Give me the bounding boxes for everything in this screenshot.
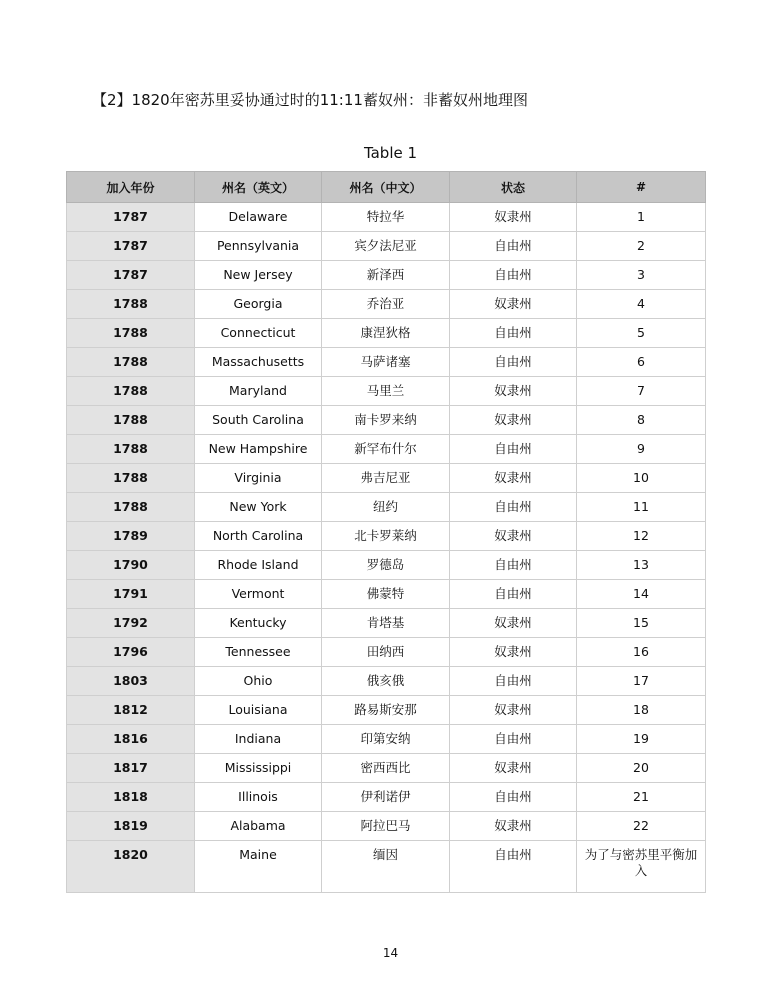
table-row [67, 348, 706, 377]
cell-number: 6 [577, 348, 706, 377]
cell-status: 奴隶州 [450, 522, 577, 551]
cell-english-name: Pennsylvania [195, 232, 322, 261]
table-row [67, 580, 706, 609]
cell-status: 奴隶州 [450, 203, 577, 232]
cell-chinese-name: 阿拉巴马 [322, 812, 450, 841]
table-row [67, 696, 706, 725]
cell-status: 自由州 [450, 261, 577, 290]
cell-number: 1 [577, 203, 706, 232]
cell-status: 奴隶州 [450, 290, 577, 319]
cell-year: 1790 [67, 551, 195, 580]
cell-number: 14 [577, 580, 706, 609]
cell-number: 12 [577, 522, 706, 551]
cell-number: 10 [577, 464, 706, 493]
cell-status: 自由州 [450, 232, 577, 261]
cell-chinese-name: 佛蒙特 [322, 580, 450, 609]
document-heading: 【2】1820年密苏里妥协通过时的11:11蓄奴州：非蓄奴州地理图 [92, 91, 528, 109]
cell-english-name: Maine [195, 841, 322, 893]
table-row [67, 522, 706, 551]
cell-chinese-name: 北卡罗莱纳 [322, 522, 450, 551]
header-english-name: 州名（英文） [195, 172, 322, 203]
cell-status: 奴隶州 [450, 754, 577, 783]
table-row [67, 638, 706, 667]
cell-chinese-name: 伊利诺伊 [322, 783, 450, 812]
cell-chinese-name: 南卡罗来纳 [322, 406, 450, 435]
cell-english-name: Connecticut [195, 319, 322, 348]
cell-english-name: Louisiana [195, 696, 322, 725]
cell-number: 3 [577, 261, 706, 290]
table-row [67, 783, 706, 812]
table-row [67, 406, 706, 435]
header-row [67, 172, 706, 203]
cell-status: 奴隶州 [450, 377, 577, 406]
header-status: 状态 [450, 172, 577, 203]
cell-status: 自由州 [450, 348, 577, 377]
cell-year: 1788 [67, 319, 195, 348]
cell-english-name: Ohio [195, 667, 322, 696]
table-row [67, 290, 706, 319]
table-header [67, 172, 706, 203]
states-table [66, 171, 706, 893]
cell-number: 16 [577, 638, 706, 667]
cell-year: 1819 [67, 812, 195, 841]
header-chinese-name: 州名（中文） [322, 172, 450, 203]
cell-english-name: Vermont [195, 580, 322, 609]
table-row [67, 667, 706, 696]
cell-year: 1788 [67, 377, 195, 406]
cell-chinese-name: 康涅狄格 [322, 319, 450, 348]
cell-status: 自由州 [450, 725, 577, 754]
cell-english-name: Massachusetts [195, 348, 322, 377]
cell-status: 自由州 [450, 841, 577, 893]
cell-year: 1791 [67, 580, 195, 609]
cell-year: 1789 [67, 522, 195, 551]
cell-chinese-name: 马萨诸塞 [322, 348, 450, 377]
cell-number: 7 [577, 377, 706, 406]
cell-english-name: North Carolina [195, 522, 322, 551]
cell-year: 1816 [67, 725, 195, 754]
cell-status: 奴隶州 [450, 406, 577, 435]
cell-status: 自由州 [450, 783, 577, 812]
cell-number: 20 [577, 754, 706, 783]
cell-english-name: Tennessee [195, 638, 322, 667]
cell-chinese-name: 路易斯安那 [322, 696, 450, 725]
cell-status: 自由州 [450, 667, 577, 696]
table-row [67, 812, 706, 841]
cell-number: 21 [577, 783, 706, 812]
cell-year: 1787 [67, 203, 195, 232]
cell-status: 自由州 [450, 319, 577, 348]
cell-chinese-name: 缅因 [322, 841, 450, 893]
cell-english-name: South Carolina [195, 406, 322, 435]
cell-english-name: Delaware [195, 203, 322, 232]
header-number: # [577, 172, 706, 203]
cell-number: 9 [577, 435, 706, 464]
cell-english-name: Alabama [195, 812, 322, 841]
table-row [67, 725, 706, 754]
cell-number: 17 [577, 667, 706, 696]
cell-english-name: Indiana [195, 725, 322, 754]
table-row [67, 464, 706, 493]
cell-year: 1812 [67, 696, 195, 725]
table-row [67, 841, 706, 893]
cell-year: 1817 [67, 754, 195, 783]
cell-status: 自由州 [450, 580, 577, 609]
cell-year: 1788 [67, 290, 195, 319]
cell-chinese-name: 田纳西 [322, 638, 450, 667]
cell-chinese-name: 罗德岛 [322, 551, 450, 580]
cell-number: 4 [577, 290, 706, 319]
cell-english-name: New Hampshire [195, 435, 322, 464]
cell-year: 1818 [67, 783, 195, 812]
cell-status: 奴隶州 [450, 609, 577, 638]
cell-chinese-name: 马里兰 [322, 377, 450, 406]
cell-chinese-name: 弗吉尼亚 [322, 464, 450, 493]
cell-status: 自由州 [450, 493, 577, 522]
table-row [67, 493, 706, 522]
table-row [67, 377, 706, 406]
cell-year: 1803 [67, 667, 195, 696]
cell-status: 自由州 [450, 551, 577, 580]
table-row [67, 435, 706, 464]
cell-year: 1796 [67, 638, 195, 667]
cell-chinese-name: 肯塔基 [322, 609, 450, 638]
cell-english-name: Virginia [195, 464, 322, 493]
cell-chinese-name: 宾夕法尼亚 [322, 232, 450, 261]
cell-number: 8 [577, 406, 706, 435]
cell-english-name: New Jersey [195, 261, 322, 290]
table-caption: Table 1 [363, 144, 418, 162]
table-row [67, 754, 706, 783]
cell-status: 奴隶州 [450, 812, 577, 841]
cell-chinese-name: 纽约 [322, 493, 450, 522]
cell-english-name: Kentucky [195, 609, 322, 638]
cell-year: 1787 [67, 232, 195, 261]
cell-number: 15 [577, 609, 706, 638]
cell-number: 18 [577, 696, 706, 725]
header-year: 加入年份 [67, 172, 195, 203]
cell-number: 5 [577, 319, 706, 348]
cell-year: 1788 [67, 464, 195, 493]
cell-year: 1788 [67, 348, 195, 377]
cell-status: 自由州 [450, 435, 577, 464]
cell-english-name: Maryland [195, 377, 322, 406]
cell-status: 奴隶州 [450, 696, 577, 725]
cell-chinese-name: 乔治亚 [322, 290, 450, 319]
cell-chinese-name: 密西西比 [322, 754, 450, 783]
cell-year: 1788 [67, 406, 195, 435]
cell-number: 2 [577, 232, 706, 261]
cell-year: 1820 [67, 841, 195, 893]
cell-number: 22 [577, 812, 706, 841]
table-row [67, 232, 706, 261]
cell-chinese-name: 新罕布什尔 [322, 435, 450, 464]
cell-year: 1788 [67, 435, 195, 464]
cell-chinese-name: 印第安纳 [322, 725, 450, 754]
cell-english-name: Rhode Island [195, 551, 322, 580]
table-row [67, 609, 706, 638]
table-row [67, 203, 706, 232]
cell-english-name: Mississippi [195, 754, 322, 783]
cell-english-name: Illinois [195, 783, 322, 812]
cell-year: 1787 [67, 261, 195, 290]
cell-status: 奴隶州 [450, 464, 577, 493]
cell-year: 1788 [67, 493, 195, 522]
cell-number: 19 [577, 725, 706, 754]
cell-chinese-name: 俄亥俄 [322, 667, 450, 696]
cell-chinese-name: 新泽西 [322, 261, 450, 290]
cell-number: 11 [577, 493, 706, 522]
cell-number: 为了与密苏里平衡加入 [577, 841, 706, 893]
cell-english-name: Georgia [195, 290, 322, 319]
table-row [67, 319, 706, 348]
table-row [67, 551, 706, 580]
table-row [67, 261, 706, 290]
page-number: 14 [382, 946, 399, 960]
cell-status: 奴隶州 [450, 638, 577, 667]
cell-number: 13 [577, 551, 706, 580]
cell-english-name: New York [195, 493, 322, 522]
cell-year: 1792 [67, 609, 195, 638]
cell-chinese-name: 特拉华 [322, 203, 450, 232]
table-body [67, 203, 706, 893]
